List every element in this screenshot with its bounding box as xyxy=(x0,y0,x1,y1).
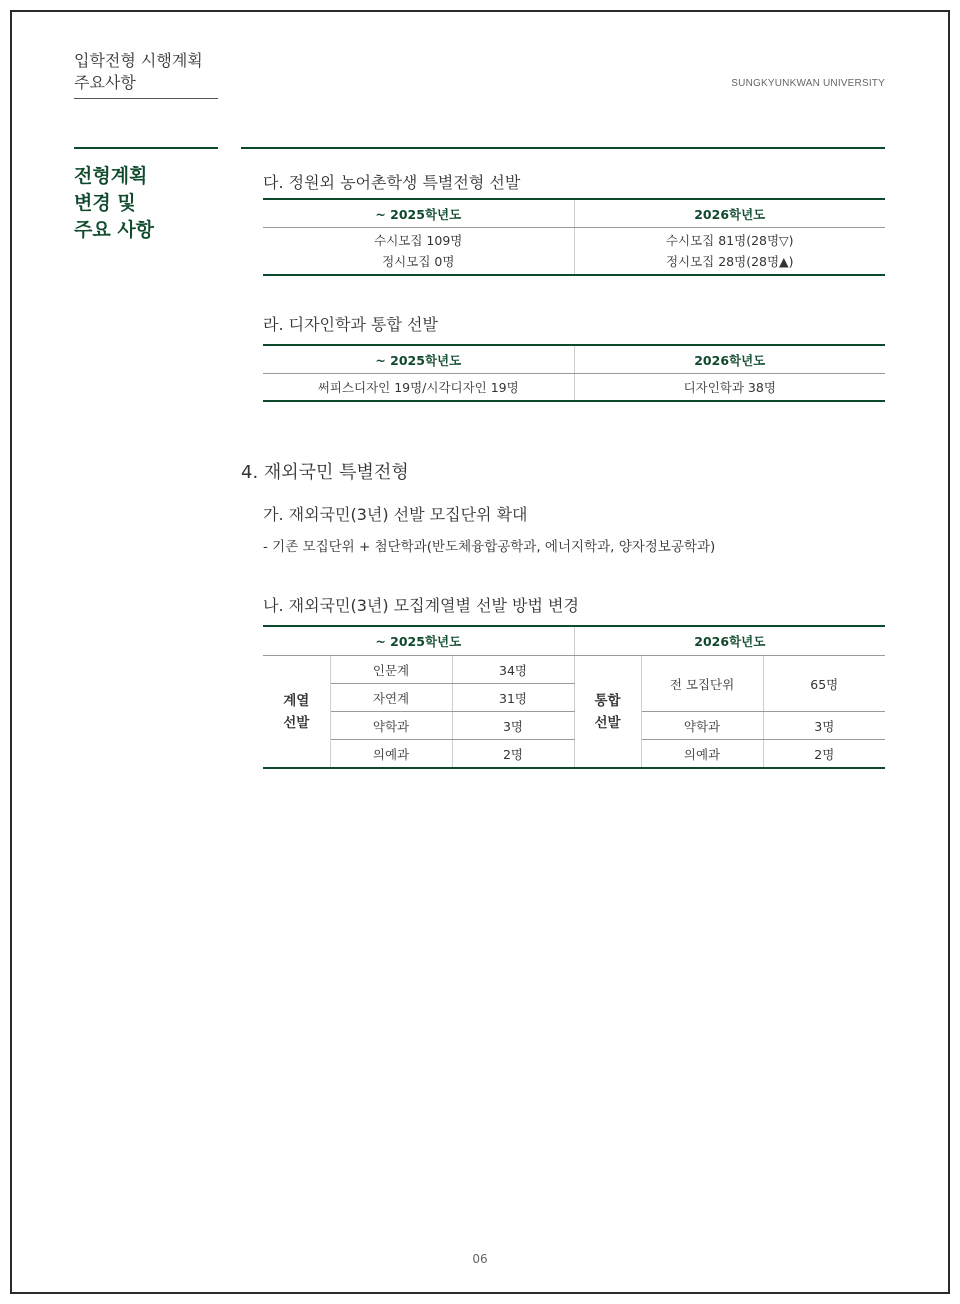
col-header-before: ~ 2025학년도 xyxy=(263,346,574,374)
before-row-count: 34명 xyxy=(452,656,574,684)
after-row-name: 의예과 xyxy=(641,740,763,768)
before-line-1: 수시모집 109명 xyxy=(374,233,463,248)
after-group-line-1: 통합 xyxy=(594,692,621,709)
cell-before: 써피스디자인 19명/시각디자인 19명 xyxy=(263,374,574,401)
col-header-before: ~ 2025학년도 xyxy=(263,200,574,228)
after-row-name: 약학과 xyxy=(641,712,763,740)
before-group-line-2: 선발 xyxy=(283,714,310,731)
section-title-line-3: 주요 사항 xyxy=(74,219,155,241)
section-title-line-2: 변경 및 xyxy=(74,192,136,214)
heading-section-4: 4. 재외국민 특별전형 xyxy=(241,462,409,483)
before-row-name: 인문계 xyxy=(330,656,452,684)
col-header-after: 2026학년도 xyxy=(574,200,885,228)
university-name: SUNGKYUNKWAN UNIVERSITY xyxy=(731,78,885,89)
cell-after xyxy=(574,228,885,275)
after-group-label xyxy=(574,656,641,768)
after-row-count: 2명 xyxy=(814,746,835,762)
before-row-count: 2명 xyxy=(452,740,574,768)
section-title-line-1: 전형계획 xyxy=(74,165,148,187)
heading-na: 나. 재외국민(3년) 모집계열별 선발 방법 변경 xyxy=(263,596,579,615)
after-line-1: 수시모집 81명(28명▽) xyxy=(665,233,794,248)
before-line-2: 정시모집 0명 xyxy=(382,254,455,269)
col-header-before: ~ 2025학년도 xyxy=(263,627,574,656)
after-row-name: 전 모집단위 xyxy=(641,656,763,712)
left-divider xyxy=(74,147,218,149)
heading-ga: 가. 재외국민(3년) 선발 모집단위 확대 xyxy=(263,505,528,524)
header-line-2: 주요사항 xyxy=(74,73,136,92)
heading-ra: 라. 디자인학과 통합 선발 xyxy=(263,315,438,334)
table-overseas-selection xyxy=(263,625,885,769)
heading-da: 다. 정원외 농어촌학생 특별전형 선발 xyxy=(263,173,521,192)
col-header-after: 2026학년도 xyxy=(574,627,885,656)
section-title xyxy=(74,163,154,244)
after-row-count: 3명 xyxy=(763,712,885,740)
before-row-count: 3명 xyxy=(452,712,574,740)
col-header-after: 2026학년도 xyxy=(574,346,885,374)
before-row-name: 약학과 xyxy=(330,712,452,740)
before-row-count: 31명 xyxy=(452,684,574,712)
cell-before xyxy=(263,228,574,275)
page-number: 06 xyxy=(472,1252,488,1266)
header-line-1: 입학전형 시행계획 xyxy=(74,51,203,70)
before-row-name: 의예과 xyxy=(330,740,452,768)
document-header-title xyxy=(74,50,218,99)
bullet-ga: - 기존 모집단위 + 첨단학과(반도체융합공학과, 에너지학과, 양자정보공학과) xyxy=(263,539,716,555)
after-line-2: 정시모집 28명(28명▲) xyxy=(665,254,794,269)
cell-after: 디자인학과 38명 xyxy=(683,380,776,395)
table-rural-students xyxy=(263,198,885,276)
after-group-line-2: 선발 xyxy=(594,714,621,731)
before-row-name: 자연계 xyxy=(330,684,452,712)
before-group-line-1: 계열 xyxy=(283,692,310,709)
main-divider xyxy=(241,147,885,149)
before-group-label xyxy=(263,656,330,768)
after-row-count: 65명 xyxy=(763,656,885,712)
table-design-dept xyxy=(263,344,885,402)
